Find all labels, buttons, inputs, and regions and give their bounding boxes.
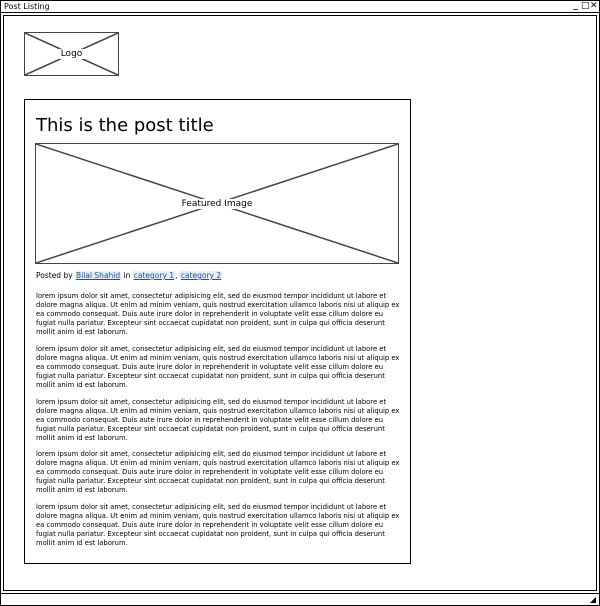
window-titlebar [1, 1, 599, 13]
logo-label: Logo [60, 49, 83, 59]
meta-separator: , [175, 271, 180, 280]
site-logo[interactable] [24, 32, 119, 76]
maximize-icon[interactable]: □ [581, 1, 590, 11]
author-link[interactable]: Bilal Shahid [76, 271, 121, 280]
post-paragraph: lorem ipsum dolor sit amet, consectetur adipisicing elit, sed do eiusmod tempor incididunt ut labore et dolore magna aliqua. Ut enim ad minim veniam, quis nostrud exercitation ullamco laboris nisi ut aliquip ex ea commodo consequat. Duis aute irure dolor in reprehenderit in voluptate velit esse cillum dolore eu fugiat nulla pariatur. Excepteur sint occaecat cupidatat non proident, sunt in culpa qui officia deserunt mollit anim id est laborum. [36, 450, 400, 495]
post-body [36, 292, 402, 556]
category-link-2[interactable]: category 2 [180, 271, 222, 280]
post-paragraph: lorem ipsum dolor sit amet, consectetur adipisicing elit, sed do eiusmod tempor incididunt ut labore et dolore magna aliqua. Ut enim ad minim veniam, quis nostrud exercitation ullamco laboris nisi ut aliquip ex ea commodo consequat. Duis aute irure dolor in reprehenderit in voluptate velit esse cillum dolore eu fugiat nulla pariatur. Excepteur sint occaecat cupidatat non proident, sunt in culpa qui officia deserunt mollit anim id est laborum. [36, 292, 400, 336]
close-icon[interactable]: ✕ [590, 1, 598, 11]
window-statusbar [1, 593, 599, 605]
featured-image-label: Featured Image [181, 198, 253, 209]
minimize-icon[interactable]: _ [573, 1, 578, 11]
post-paragraph: lorem ipsum dolor sit amet, consectetur adipisicing elit, sed do eiusmod tempor incididunt ut labore et dolore magna aliqua. Ut enim ad minim veniam, quis nostrud exercitation ullamco laboris nisi ut aliquip ex ea commodo consequat. Duis aute irure dolor in reprehenderit in voluptate velit esse cillum dolore eu fugiat nulla pariatur. Excepteur sint occaecat cupidatat non proident, sunt in culpa qui officia deserunt mollit anim id est laborum. [36, 503, 400, 548]
post-paragraph: lorem ipsum dolor sit amet, consectetur adipisicing elit, sed do eiusmod tempor incididunt ut labore et dolore magna aliqua. Ut enim ad minim veniam, quis nostrud exercitation ullamco laboris nisi ut aliquip ex ea commodo consequat. Duis aute irure dolor in reprehenderit in voluptate velit esse cillum dolore eu fugiat nulla pariatur. Excepteur sint occaecat cupidatat non proident, sunt in culpa qui officia deserunt mollit anim id est laborum. [36, 344, 400, 389]
window-controls [572, 1, 597, 12]
category-link-1[interactable]: category 1 [133, 271, 175, 280]
post-title[interactable]: This is the post title [36, 115, 214, 136]
post-card [24, 99, 411, 564]
window-title: Post Listing [4, 2, 50, 11]
meta-in: in [121, 271, 133, 280]
meta-prefix: Posted by [36, 271, 76, 280]
post-paragraph: lorem ipsum dolor sit amet, consectetur adipisicing elit, sed do eiusmod tempor incididunt ut labore et dolore magna aliqua. Ut enim ad minim veniam, quis nostrud exercitation ullamco laboris nisi ut aliquip ex ea commodo consequat. Duis aute irure dolor in reprehenderit in voluptate velit esse cillum dolore eu fugiat nulla pariatur. Excepteur sint occaecat cupidatat non proident, sunt in culpa qui officia deserunt mollit anim id est laborum. [36, 397, 400, 442]
post-meta [36, 271, 222, 281]
resize-grip-icon[interactable]: ◢ [589, 595, 596, 604]
featured-image[interactable] [35, 143, 399, 264]
